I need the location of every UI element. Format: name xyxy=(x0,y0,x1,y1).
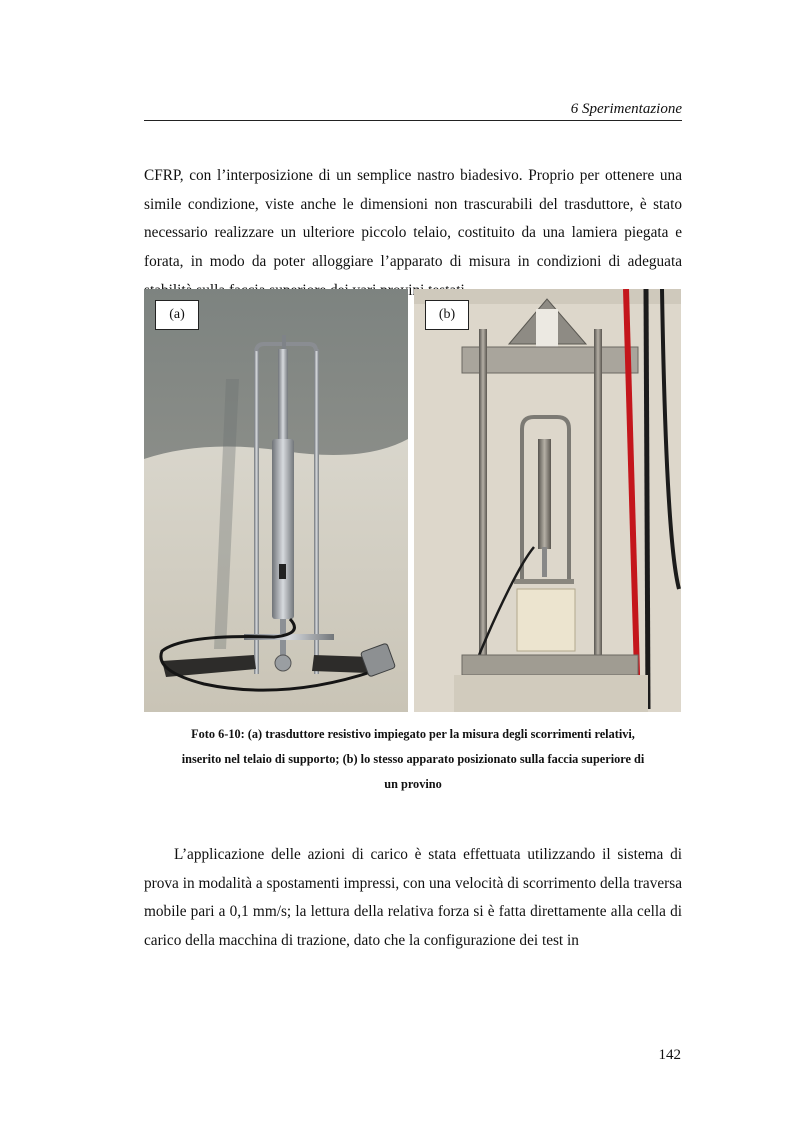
transducer-photo-illustration xyxy=(144,289,408,712)
header-rule xyxy=(144,120,682,121)
specimen-photo-illustration xyxy=(414,289,681,712)
page-number: 142 xyxy=(658,1047,681,1063)
photo-a xyxy=(144,289,408,712)
caption-line-2: inserito nel telaio di supporto; (b) lo stesso apparato posizionato sulla faccia superiore di xyxy=(181,752,645,766)
paragraph-2: L’applicazione delle azioni di carico è stata effettuata utilizzando il sistema di prova in modalità a spostamenti impressi, con una velocità di scorrimento della traversa mobile pari a 0,1 mm/s; la lettura della relativa forza si è fatta direttamente alla cella di carico della macchina di trazione, dato che la configurazione dei test in xyxy=(144,846,682,950)
label-a: (a) xyxy=(155,300,199,330)
caption-line-3: un provino xyxy=(384,777,442,791)
paragraph-1: CFRP, con l’interposizione di un semplice nastro biadesivo. Proprio per ottenere una simile condizione, viste anche le dimensioni non trascurabili del trasduttore, è stato necessario realizzare un ulteriore piccolo telaio, costituito da una lamiera piegata e forata, in modo da poter alloggiare l’apparato di misura in condizioni di adeguata xyxy=(144,167,682,271)
figure-caption xyxy=(144,722,682,797)
label-b: (b) xyxy=(425,300,469,330)
caption-line-1: Foto 6-10: (a) trasduttore resistivo impiegato per la misura degli scorrimenti relativi, xyxy=(191,727,635,741)
section-title: 6 Sperimentazione xyxy=(570,101,682,117)
photo-b xyxy=(414,289,681,712)
